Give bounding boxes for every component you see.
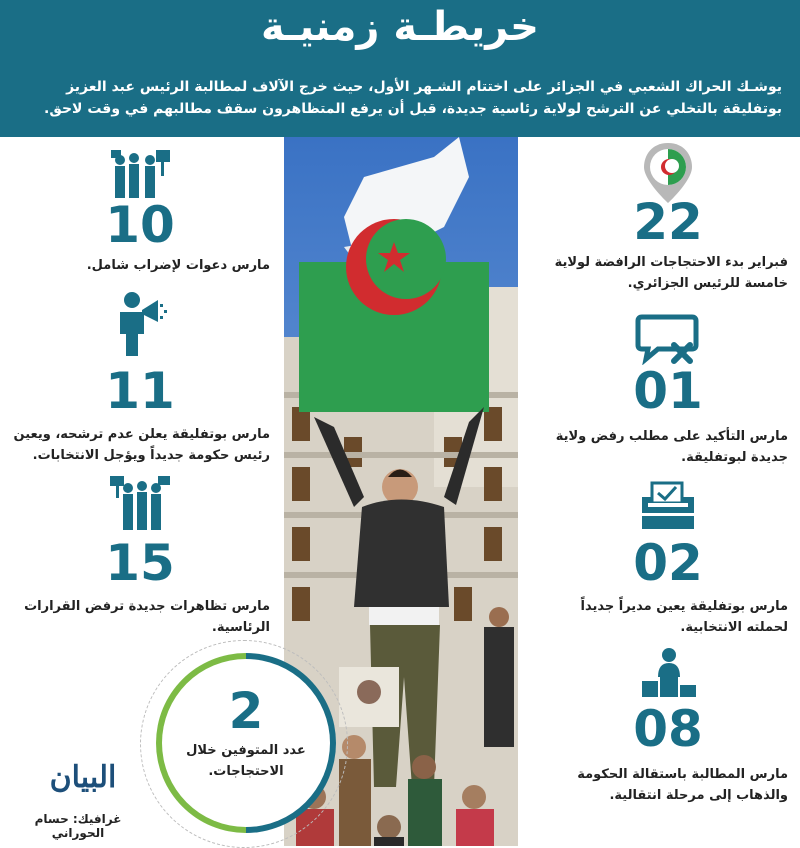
megaphone-person-icon — [112, 290, 170, 358]
header-banner — [0, 0, 800, 137]
date-number-15: 15 — [105, 534, 175, 592]
event-desc-01: مارس التأكيد على مطلب رفض ولاية جديدة لبوتفليقة. — [555, 429, 788, 465]
event-desc-10: مارس دعوات لإضراب شامل. — [86, 258, 270, 273]
podium-speaker-icon — [640, 647, 698, 699]
protest-signs-icon — [108, 476, 172, 532]
event-desc-08: مارس المطالبة باستقالة الحكومة والذهاب إلى مرحلة انتقالية. — [577, 767, 788, 803]
date-number-02: 02 — [633, 534, 703, 592]
protest-crowd-icon — [108, 150, 172, 200]
albayan-logo: البيان — [49, 760, 117, 795]
deaths-desc: عدد المتوفين خلال الاحتجاجات. — [186, 743, 306, 779]
date-number-08: 08 — [633, 700, 703, 758]
date-number-11: 11 — [105, 362, 175, 420]
event-desc-15: مارس تظاهرات جديدة ترفض القرارات الرئاسية. — [24, 599, 270, 635]
deaths-number: 2 — [228, 682, 264, 740]
intro-text: يوشـك الحراك الشعبي في الجزائر على اختتام الشـهر الأول، حيث خرج الآلاف لمطالبة الرئيس عبد العزيز بوتفليقة بالتخلي عن الترشح لولاية رئاسية جديدة، قبل أن يرفع المتظاهرون سقف مطالبهم في وقت لاحق. — [44, 79, 782, 117]
speech-bubble-x-icon — [634, 309, 702, 365]
date-number-10: 10 — [105, 196, 175, 254]
event-desc-11: مارس بوتفليقة يعلن عدم ترشحه، ويعين رئيس حكومة جديداً ويؤجل الانتخابات. — [13, 427, 270, 463]
event-desc-02: مارس بوتفليقة يعين مديراً جديداً لحملته الانتخابية. — [580, 599, 788, 635]
graphic-credit: غرافيك: حسام الحوراني — [34, 812, 122, 840]
date-number-01: 01 — [633, 362, 703, 420]
page-title: خريطـة زمنيـة — [261, 4, 539, 50]
event-desc-22: فبراير بدء الاحتجاجات الرافضة لولاية خامسة للرئيس الجزائري. — [554, 255, 788, 291]
ballot-box-icon — [638, 481, 698, 531]
date-number-22: 22 — [633, 193, 703, 251]
